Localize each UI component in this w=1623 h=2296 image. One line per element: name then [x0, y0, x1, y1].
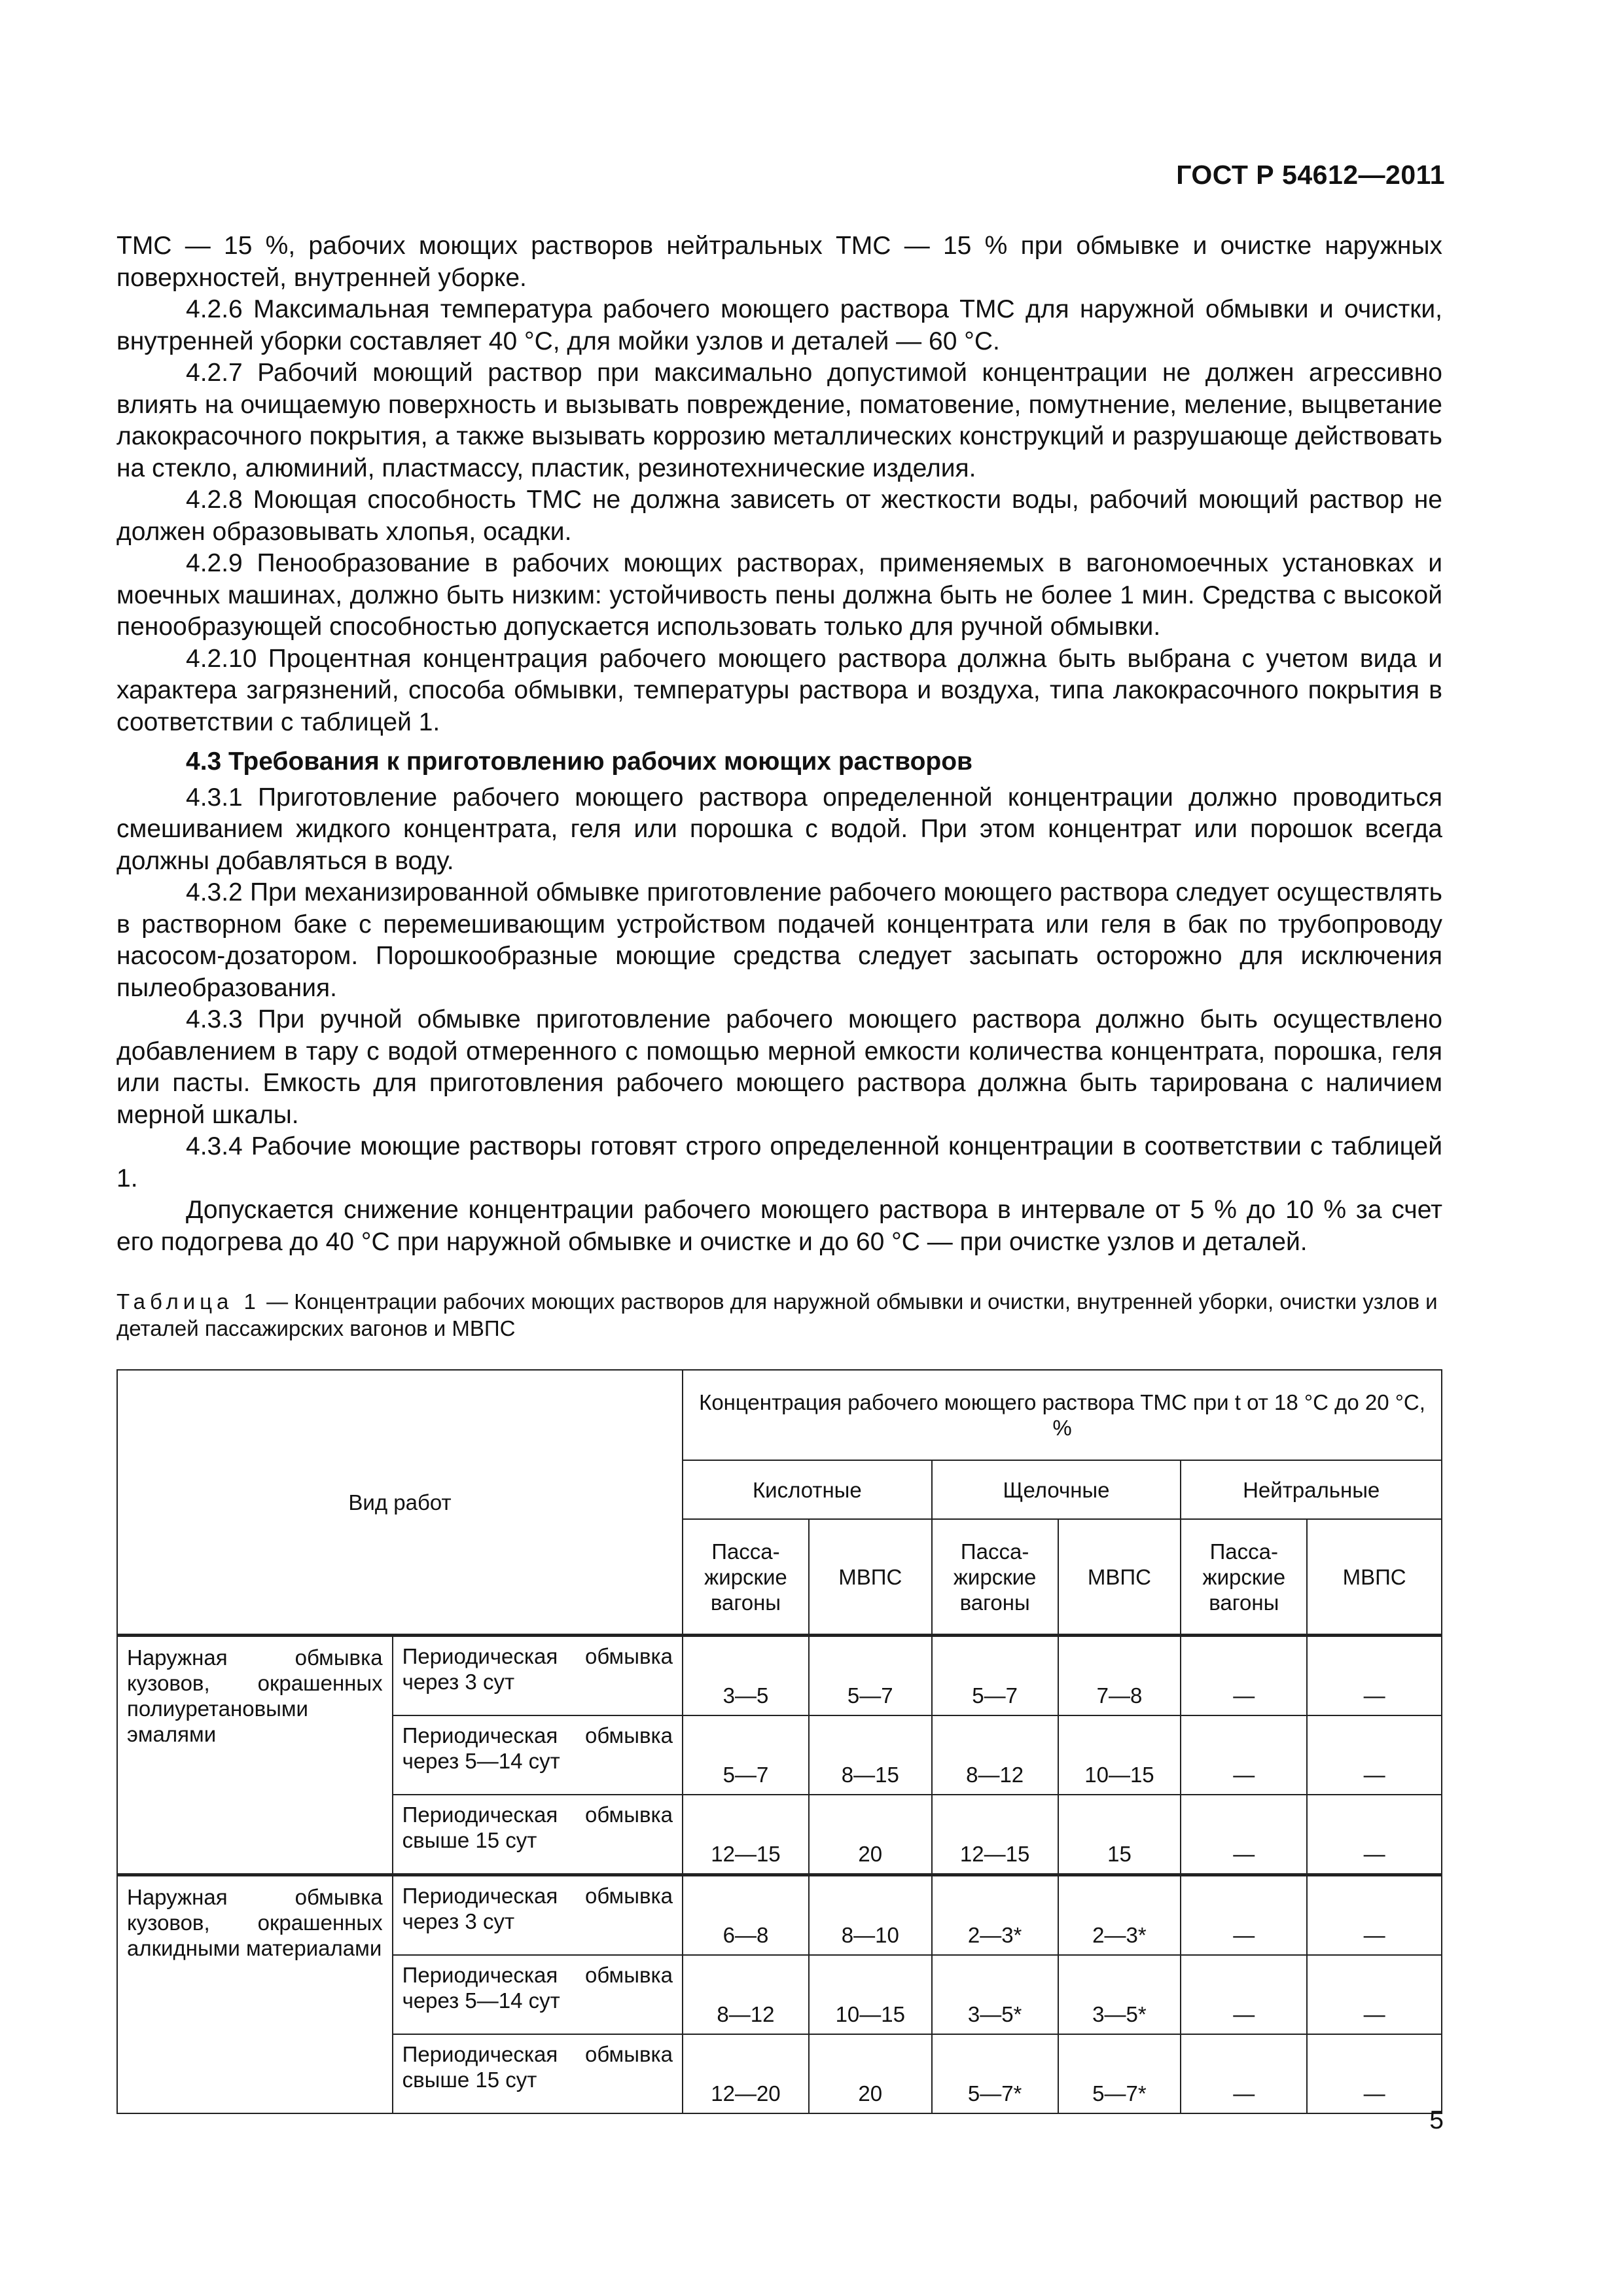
value-cell: 5—7*	[932, 2034, 1058, 2113]
value-cell: 12—20	[683, 2034, 809, 2113]
value-cell: 5—7	[683, 1715, 809, 1795]
value-cell: 3—5	[683, 1636, 809, 1716]
concentration-header: Концентрация рабочего моющего раствора ТМС при t от 18 °С до 20 °С, %	[683, 1370, 1442, 1460]
paragraph: 4.3.3 При ручной обмывке приготовление рабочего моющего раствора должно быть осуществлено добавлением в тару с водой отмеренного с помощью мерной емкости количества концентрата, порошка, геля или пасты. Емкость для приготовления рабочего моющего раствора должна быть тарирована с наличием мерной шкалы.	[116, 1005, 1442, 1129]
period-cell: Периодическая обмывка через 3 сут	[393, 1636, 683, 1716]
sub-header: Пасса- жирские вагоны	[683, 1519, 809, 1636]
table-row	[117, 1636, 1442, 1716]
period-cell: Периодическая обмывка через 5—14 сут	[393, 1715, 683, 1795]
value-cell: 7—8	[1058, 1636, 1181, 1716]
paragraph: 4.2.10 Процентная концентрация рабочего моющего раствора должна быть выбрана с учетом вида и характера загрязнений, способа обмывки, температуры раствора и воздуха, типа лакокрасочного покрытия в соответствии с таблицей 1.	[116, 644, 1442, 736]
table-caption	[116, 1288, 1442, 1342]
value-cell: —	[1181, 1795, 1307, 1875]
value-cell: 2—3*	[1058, 1875, 1181, 1956]
value-cell: —	[1307, 1795, 1442, 1875]
value-cell: 12—15	[932, 1795, 1058, 1875]
section-heading: 4.3 Требования к приготовлению рабочих моющих растворов	[186, 747, 973, 776]
value-cell: —	[1181, 1955, 1307, 2034]
value-cell: 3—5*	[932, 1955, 1058, 2034]
table-caption-text: — Концентрации рабочих моющих растворов для наружной обмывки и очистки, внутренней уборки, очистки узлов и деталей пассажирских вагонов и МВПС	[116, 1289, 1438, 1340]
paragraph: 4.2.6 Максимальная температура рабочего моющего раствора ТМС для наружной обмывки и очистки, внутренней уборки составляет 40 °С, для мойки узлов и деталей — 60 °С.	[116, 295, 1442, 355]
sub-header: МВПС	[1058, 1519, 1181, 1636]
period-cell: Периодическая обмывка через 5—14 сут	[393, 1955, 683, 2034]
value-cell: —	[1307, 1636, 1442, 1716]
concentration-table	[116, 1369, 1442, 2114]
paragraph: 4.3.2 При механизированной обмывке приготовление рабочего моющего раствора следует осуществлять в растворном баке с перемешивающим устройством подачей концентрата или геля в бак по трубопроводу насосом-дозатором. Порошкообразные моющие средства следует засыпать осторожно для исключения пылеобразования.	[116, 878, 1442, 1002]
sub-header: Пасса- жирские вагоны	[932, 1519, 1058, 1636]
table-header-row	[117, 1370, 1442, 1460]
value-cell: —	[1181, 1715, 1307, 1795]
value-cell: 8—12	[683, 1955, 809, 2034]
page-number: 5	[1429, 2106, 1444, 2134]
sub-header: МВПС	[809, 1519, 932, 1636]
value-cell: 6—8	[683, 1875, 809, 1956]
paragraph: 4.2.8 Моющая способность ТМС не должна зависеть от жесткости воды, рабочий моющий раствор не должен образовывать хлопья, осадки.	[116, 486, 1442, 546]
paragraph: 4.3.4 Рабочие моющие растворы готовят строго определенной концентрации в соответствии с таблицей 1.	[116, 1132, 1442, 1193]
period-cell: Периодическая обмывка через 3 сут	[393, 1875, 683, 1956]
value-cell: 10—15	[809, 1955, 932, 2034]
value-cell: —	[1307, 1715, 1442, 1795]
value-cell: 8—10	[809, 1875, 932, 1956]
paragraph: 4.2.9 Пенообразование в рабочих моющих растворах, применяемых в вагономоечных установках и моечных машинах, должно быть низким: устойчивость пены должна быть не более 1 мин. Средства с высокой пенообразующей способностью допускается использовать только для ручной обмывки.	[116, 549, 1442, 641]
value-cell: 5—7*	[1058, 2034, 1181, 2113]
body-text	[116, 230, 1442, 1258]
value-cell: —	[1307, 2034, 1442, 2113]
value-cell: 12—15	[683, 1795, 809, 1875]
group-header: Кислотные	[683, 1460, 932, 1519]
value-cell: —	[1307, 1955, 1442, 2034]
value-cell: 20	[809, 1795, 932, 1875]
period-cell: Периодическая обмывка свыше 15 сут	[393, 2034, 683, 2113]
value-cell: —	[1307, 1875, 1442, 1956]
work-type-cell: Наружная обмывка кузовов, окрашенных полиуретановыми эмалями	[117, 1636, 393, 1875]
table-caption-label: Таблица 1	[116, 1289, 260, 1314]
value-cell: 3—5*	[1058, 1955, 1181, 2034]
group-header: Нейтральные	[1181, 1460, 1442, 1519]
table-row	[117, 1875, 1442, 1956]
paragraph: 4.2.7 Рабочий моющий раствор при максимально допустимой концентрации не должен агрессивно влиять на очищаемую поверхность и вызывать повреждение, поматовение, помутнение, меление, выцветание лакокрасочного покрытия, а также вызывать коррозию металлических конструкций и разрушающе действовать на стекло, алюминий, пластмассу, пластик, резинотехнические изделия.	[116, 359, 1442, 482]
value-cell: 20	[809, 2034, 932, 2113]
value-cell: —	[1181, 2034, 1307, 2113]
paragraph: Допускается снижение концентрации рабочего моющего раствора в интервале от 5 % до 10 % за счет его подогрева до 40 °С при наружной обмывке и очистке и до 60 °С — при очистке узлов и деталей.	[116, 1196, 1442, 1256]
work-type-cell: Наружная обмывка кузовов, окрашенных алкидными материалами	[117, 1875, 393, 2114]
paragraph: 4.3.1 Приготовление рабочего моющего раствора определенной концентрации должно проводиться смешиванием жидкого концентрата, геля или порошка с водой. При этом концентрат или порошок всегда должны добавляться в воду.	[116, 783, 1442, 875]
value-cell: —	[1181, 1636, 1307, 1716]
value-cell: 10—15	[1058, 1715, 1181, 1795]
value-cell: —	[1181, 1875, 1307, 1956]
sub-header: МВПС	[1307, 1519, 1442, 1636]
group-header: Щелочные	[932, 1460, 1181, 1519]
value-cell: 2—3*	[932, 1875, 1058, 1956]
value-cell: 5—7	[809, 1636, 932, 1716]
paragraph: ТМС — 15 %, рабочих моющих растворов нейтральных ТМС — 15 % при обмывке и очистке наружных поверхностей, внутренней уборке.	[116, 232, 1442, 292]
value-cell: 5—7	[932, 1636, 1058, 1716]
value-cell: 15	[1058, 1795, 1181, 1875]
value-cell: 8—12	[932, 1715, 1058, 1795]
period-cell: Периодическая обмывка свыше 15 сут	[393, 1795, 683, 1875]
document-code: ГОСТ Р 54612—2011	[1176, 160, 1445, 190]
value-cell: 8—15	[809, 1715, 932, 1795]
sub-header: Пасса- жирские вагоны	[1181, 1519, 1307, 1636]
column-header-work: Вид работ	[117, 1370, 683, 1636]
